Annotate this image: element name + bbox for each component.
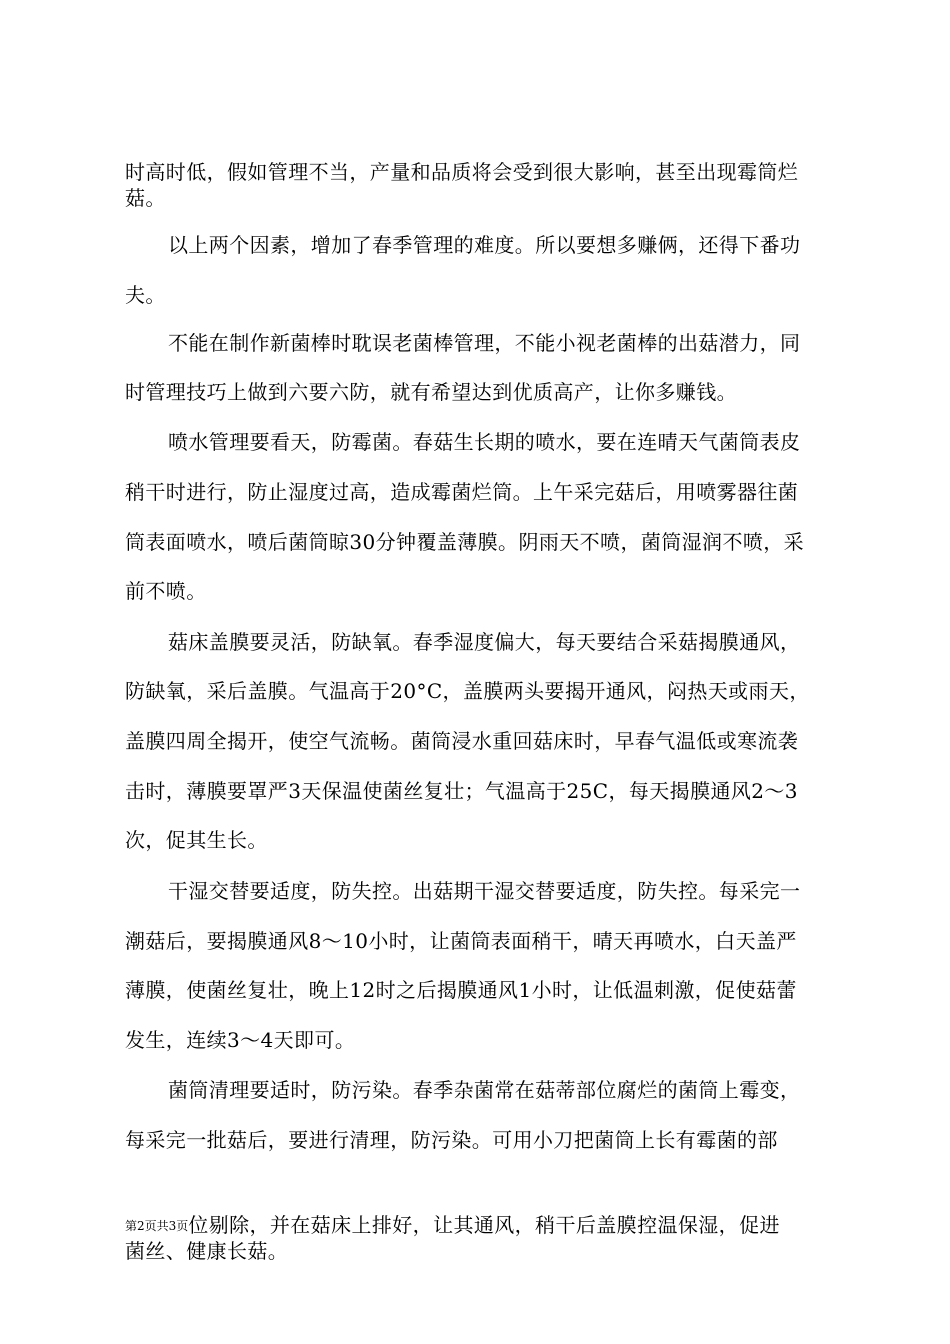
body-text-line: 击时，薄膜要罩严3天保温使菌丝复壮；气温高于25C，每天揭膜通风2〜3 [125, 779, 798, 803]
body-text-line: 次，促其生长。 [125, 828, 268, 852]
paragraph-first-line: 菌筒清理要适时，防污染。春季杂菌常在菇蒂部位腐烂的菌筒上霉变， [168, 1078, 801, 1102]
body-text-line: 时高时低，假如管理不当，产量和品质将会受到很大影响，甚至出现霉筒烂 [125, 160, 799, 184]
paragraph-first-line: 喷水管理要看天，防霉菌。春菇生长期的喷水，要在连晴天气菌筒表皮 [168, 430, 801, 454]
body-text-line: 发生，连续3〜4天即可。 [125, 1028, 356, 1052]
paragraph-first-line: 菇床盖膜要灵活，防缺氧。春季湿度偏大，每天要结合采菇揭膜通风， [168, 630, 801, 654]
body-text-line: 前不喷。 [125, 579, 207, 603]
page-footer-line [125, 1213, 855, 1238]
body-text-line: 潮菇后，要揭膜通风8〜10小时，让菌筒表面稍干，晴天再喷水，白天盖严 [125, 929, 797, 953]
paragraph-first-line: 不能在制作新菌棒时耽误老菌棒管理，不能小视老菌棒的出菇潜力，同 [168, 331, 801, 355]
body-text-line: 菌丝、健康长菇。 [125, 1239, 289, 1263]
body-text-line: 菇。 [125, 186, 166, 210]
body-text-line: 夫。 [125, 283, 166, 307]
body-text-line: 时管理技巧上做到六要六防，就有希望达到优质高产，让你多赚钱。 [125, 380, 737, 404]
body-text-line: 防缺氧，采后盖膜。气温高于20°C，盖膜两头要揭开通风，闷热天或雨天， [125, 679, 810, 703]
body-text-line: 每采完一批菇后，要进行清理，防污染。可用小刀把菌筒上长有霉菌的部 [125, 1128, 778, 1152]
paragraph-first-line: 干湿交替要适度，防失控。出菇期干湿交替要适度，防失控。每采完一 [168, 879, 801, 903]
page-number-label: 第2页共3页 [125, 1219, 189, 1233]
body-text-line: 筒表面喷水，喷后菌筒晾30分钟覆盖薄膜。阴雨天不喷，菌筒湿润不喷，采 [125, 530, 805, 554]
paragraph-first-line: 以上两个因素，增加了春季管理的难度。所以要想多赚俩，还得下番功 [168, 233, 801, 257]
body-text-line: 盖膜四周全揭开，使空气流畅。菌筒浸水重回菇床时，早春气温低或寒流袭 [125, 729, 799, 753]
body-text-continuation: 位剔除，并在菇床上排好，让其通风，稍干后盖膜控温保湿，促进 [188, 1213, 780, 1237]
body-text-line: 稍干时进行，防止湿度过高，造成霉菌烂筒。上午采完菇后，用喷雾器往菌 [125, 480, 799, 504]
body-text-line: 薄膜，使菌丝复壮，晚上12时之后揭膜通风1小时，让低温刺激，促使菇蕾 [125, 978, 797, 1002]
